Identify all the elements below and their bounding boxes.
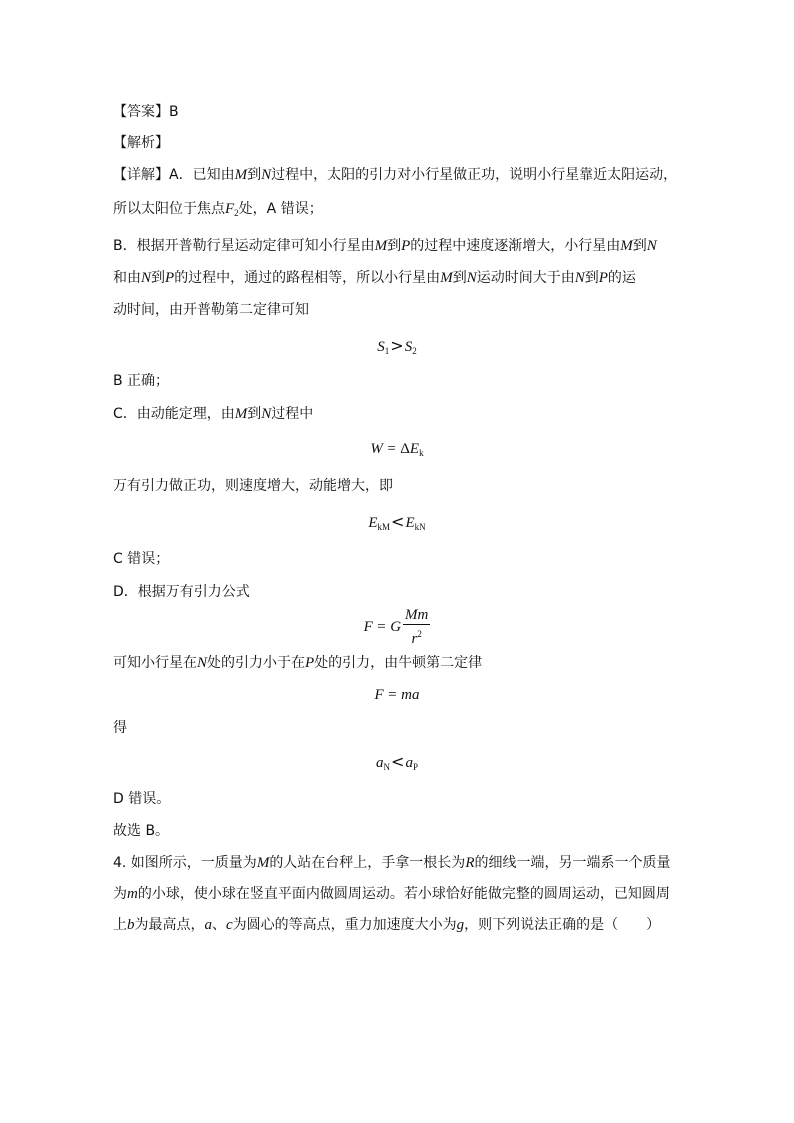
var-ma: [401, 687, 419, 703]
var-N: N: [466, 270, 477, 286]
text: 的细线一端，另一端系一个质量: [474, 855, 671, 871]
subscript: 1: [384, 346, 390, 356]
superscript: 2: [417, 629, 422, 639]
var-b: b: [127, 917, 135, 933]
text: 到: [584, 270, 599, 286]
text: 到: [151, 270, 166, 286]
text: 和由: [113, 270, 141, 286]
var-G: G: [390, 619, 402, 635]
subscript: k: [419, 448, 424, 458]
var-N: N: [261, 406, 272, 422]
d-result: D 错误。: [113, 791, 171, 807]
final-choice: 故选 B。: [113, 823, 170, 839]
detail-b-line-2: [113, 268, 636, 288]
var-P: P: [401, 238, 411, 254]
fraction: [403, 606, 430, 648]
equation-newton-second: [0, 685, 794, 705]
less-than: <: [391, 752, 405, 771]
text: 到: [247, 167, 262, 183]
text: 过程中: [271, 406, 314, 422]
subscript: 2: [412, 346, 417, 356]
text: 处，A 错误；: [238, 201, 323, 217]
symbol: F: [225, 201, 235, 217]
text: 处的引力，由牛顿第二定律: [314, 655, 483, 671]
text: 为最高点，: [134, 917, 205, 933]
var-M: M: [620, 238, 633, 254]
equals: =: [388, 687, 397, 703]
var-N: N: [141, 270, 152, 286]
symbol: E: [368, 515, 378, 531]
b-result: B 正确；: [113, 373, 170, 389]
symbol: a: [411, 687, 420, 703]
var-P: P: [165, 270, 175, 286]
equation-s1-gt-s2: [0, 336, 794, 361]
text: 所以太阳位于焦点: [113, 201, 225, 217]
text: 的运: [607, 270, 636, 286]
detail-d-line-2: [113, 653, 482, 673]
equals: =: [387, 441, 396, 457]
detail-b-line-1: [113, 236, 657, 256]
symbol: E: [405, 515, 415, 531]
equation-an-lt-ap: [0, 752, 794, 777]
text: C．由动能定理，由: [113, 406, 235, 422]
text: 处的引力小于在: [207, 655, 306, 671]
var-M: M: [234, 167, 248, 183]
var-R: R: [465, 855, 475, 871]
equation-gravitation: [0, 606, 794, 648]
var-P: P: [598, 270, 608, 286]
equation-work-energy: [0, 439, 794, 463]
symbol: a: [405, 755, 413, 771]
detail-a-line-1: [113, 165, 677, 185]
var-EkN: [405, 515, 425, 531]
var-P: P: [305, 655, 315, 671]
detail-c-line-2: 万有引力做正功，则速度增大，动能增大，即: [113, 478, 393, 494]
denominator: [403, 625, 430, 648]
var-N: N: [261, 167, 272, 183]
analysis-label: 【解析】: [113, 135, 169, 151]
symbol: S: [377, 339, 385, 355]
detail-a-line-2: [113, 199, 323, 223]
answer-value: B: [169, 104, 179, 120]
var-EkM: [368, 515, 390, 531]
text: 到: [632, 238, 647, 254]
var-N: N: [574, 270, 585, 286]
less-than: <: [391, 512, 405, 531]
subscript: kM: [377, 522, 391, 532]
detail-label: 【详解】: [113, 167, 169, 183]
subscript: N: [383, 762, 391, 772]
var-m: m: [127, 886, 138, 902]
text: 运动时间大于由: [476, 270, 575, 286]
text: B．根据开普勒行星运动定律可知小行星由: [113, 238, 375, 254]
question-4-line-2: [113, 884, 670, 904]
symbol: a: [376, 755, 384, 771]
text: 的小球，使小球在竖直平面内做圆周运动。若小球恰好能做完整的圆周运动，已知圆周: [137, 886, 670, 902]
text: 到: [387, 238, 402, 254]
var-c: c: [226, 917, 233, 933]
answer-label: 【答案】: [113, 104, 169, 120]
delta: Δ: [400, 441, 410, 457]
text: 的过程中速度逐渐增大，小行星由: [410, 238, 621, 254]
var-M: M: [234, 406, 248, 422]
detail-d-line-3: 得: [113, 720, 127, 736]
var-aN: [376, 755, 390, 771]
text: 过程中，太阳的引力对小行星做正功，说明小行星靠近太阳运动，: [271, 167, 678, 183]
var-S1: [377, 339, 389, 355]
var-g: g: [456, 917, 465, 933]
text: 为: [113, 886, 127, 902]
var-M: M: [374, 238, 388, 254]
equation-ekm-lt-ekn: [0, 512, 794, 537]
symbol: S: [404, 339, 413, 355]
question-4-line-3: [113, 915, 660, 935]
text: 的人站在台秤上，手拿一根长为: [269, 855, 466, 871]
text: A．已知由: [169, 167, 235, 183]
var-F: F: [363, 619, 373, 635]
var-aP: [405, 755, 418, 771]
subscript: P: [412, 762, 418, 772]
detail-b-line-3: 动时间，由开普勒第二定律可知: [113, 302, 309, 318]
equals: =: [377, 619, 386, 635]
c-result: C 错误；: [113, 551, 170, 567]
detail-c-line-1: [113, 404, 313, 424]
subscript: kN: [414, 522, 426, 532]
text: 的过程中，通过的路程相等，所以小行星由: [174, 270, 441, 286]
var-N: N: [646, 238, 657, 254]
symbol: r: [411, 631, 418, 647]
var-a: a: [204, 917, 212, 933]
question-4-line-1: [113, 853, 670, 873]
var-N: N: [197, 655, 208, 671]
greater-than: >: [390, 336, 404, 355]
var-S2: [405, 339, 417, 355]
text: 到: [247, 406, 262, 422]
answer-line: [113, 102, 179, 122]
symbol: E: [409, 441, 420, 457]
text: 为圆心的等高点，重力加速度大小为: [232, 917, 457, 933]
text: ，则下列说法正确的是（ ）: [464, 917, 661, 933]
var-W: W: [370, 441, 383, 457]
var-M: M: [440, 270, 453, 286]
text: 4. 如图所示，一质量为: [113, 855, 257, 871]
text: 上: [113, 917, 127, 933]
symbol: m: [401, 687, 412, 703]
var-F2: [225, 201, 239, 217]
text: 、: [212, 917, 226, 933]
text: 到: [452, 270, 467, 286]
numerator: Mm: [405, 607, 429, 623]
text: 可知小行星在: [113, 655, 197, 671]
detail-d-line-1: D．根据万有引力公式: [113, 584, 250, 600]
subscript: 2: [234, 208, 239, 218]
var-M: M: [256, 855, 270, 871]
var-F: F: [374, 687, 384, 703]
var-Ek: [410, 441, 424, 457]
